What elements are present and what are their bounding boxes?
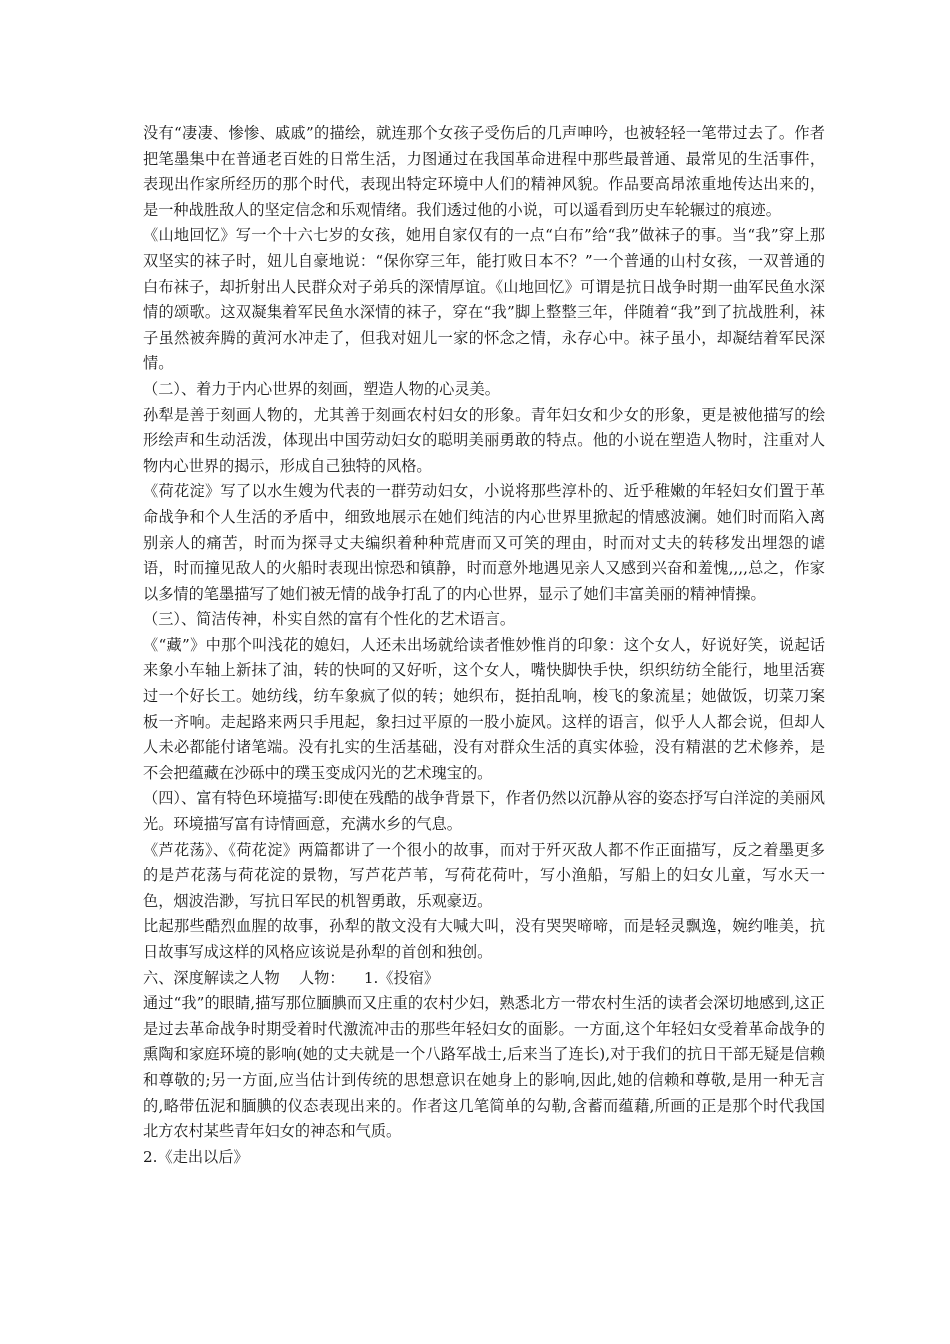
- paragraph: 通过“我”的眼睛,描写那位腼腆而又庄重的农村少妇，熟悉北方一带农村生活的读者会深切地感到,这正是过去革命战争时期受着时代激流冲击的那些年轻妇女的面影。一方面,这个年轻妇女受着革命战争的熏陶和家庭环境的影响(她的丈夫就是一个八路军战士,后来当了连长),对于我们的抗日干部无疑是信赖和尊敬的;另一方面,应当估计到传统的思想意识在她身上的影响,因此,她的信赖和尊敬,是用一种无言的,略带伍泥和腼腆的仪态表现出来的。作者这几笔简单的勾勒,含蓄而蕴藉,所画的正是那个时代我国北方农村某些青年妇女的神态和气质。: [143, 994, 825, 1141]
- paragraph: 《芦花荡》、《荷花淀》两篇都讲了一个很小的故事，而对于歼灭敌人都不作正面描写，反之着墨更多的是芦花荡与荷花淀的景物，写芦花芦苇，写荷花荷叶，写小渔船，写船上的妇女儿童，写水天一色，烟波浩渺，写抗日军民的机智勇敢，乐观豪迈。: [143, 840, 825, 910]
- section-heading: （二）、着力于内心世界的刻画，塑造人物的心灵美。: [143, 379, 500, 398]
- paragraph: 《荷花淀》写了以水生嫂为代表的一群劳动妇女，小说将那些淳朴的、近乎稚嫩的年轻妇女们置于革命战争和个人生活的矛盾中，细致地展示在她们纯洁的内心世界里掀起的情感波澜。她们时而陷入离别亲人的痛苦，时而为探寻丈夫编织着种种荒唐而又可笑的理由，时而对丈夫的转移发出埋怨的谑语，时而撞见敌人的火船时表现出惊恐和镇静，时而意外地遇见亲人又感到兴奋和羞愧,,,,总之，作家以多情的笔墨描写了她们被无情的战争打乱了的内心世界，显示了她们丰富美丽的精神情操。: [143, 482, 825, 603]
- paragraph: 没有“凄凄、惨惨、戚戚”的描绘，就连那个女孩子受伤后的几声呻吟，也被轻轻一笔带过去了。作者把笔墨集中在普通老百姓的日常生活，力图通过在我国革命进程中那些最普通、最常见的生活事件，表现出作家所经历的那个时代，表现出特定环境中人们的精神风貌。作品要高昂浓重地传达出来的，是一种战胜敌人的坚定信念和乐观情绪。我们透过他的小说，可以遥看到历史车轮辗过的痕迹。: [143, 124, 825, 219]
- document-page: [143, 121, 825, 1170]
- paragraph: 《山地回忆》写一个十六七岁的女孩，她用自家仅有的一点“白布”给“我”做袜子的事。当“我”穿上那双坚实的袜子时，妞儿自豪地说：“保你穿三年，能打败日本不？”一个普通的山村女孩，一双普通的白布袜子，却折射出人民群众对子弟兵的深情厚谊。《山地回忆》可谓是抗日战争时期一曲军民鱼水深情的颂歌。这双凝集着军民鱼水深情的袜子，穿在“我”脚上整整三年，伴随着“我”到了抗战胜利，袜子虽然被奔腾的黄河水冲走了，但我对妞儿一家的怀念之情，永存心中。袜子虽小，却凝结着军民深情。: [143, 226, 825, 373]
- subsection-heading: 2.《走出以后》: [143, 1147, 249, 1166]
- section-heading: （三）、简洁传神，朴实自然的富有个性化的艺术语言。: [143, 610, 516, 629]
- paragraph: 《“藏”》中那个叫浅花的媳妇，人还未出场就给读者惟妙惟肖的印象：这个女人，好说好笑，说起话来象小车轴上新抹了油，转的快呵的又好听，这个女人，嘴快脚快手快，织织纺纺全能行，地里活赛过一个好长工。她纺线，纺车象疯了似的转；她织布，挺拍乱响，梭飞的象流星；她做饭，切菜刀案板一齐响。走起路来两只手甩起，象扫过平原的一股小旋风。这样的语言，似乎人人都会说，但却人人未必都能付诸笔端。没有扎实的生活基础，没有对群众生活的真实体验，没有精湛的艺术修养，是不会把蕴藏在沙砾中的璞玉变成闪光的艺术瑰宝的。: [143, 635, 825, 782]
- section-heading: （四）、富有特色环境描写:即使在残酷的战争背景下，作者仍然以沉静从容的姿态抒写白洋淀的美丽风光。环境描写富有诗情画意，充满水乡的气息。: [143, 789, 825, 834]
- section-heading: 六、深度解读之人物 人物： 1.《投宿》: [143, 968, 440, 987]
- paragraph: 孙犁是善于刻画人物的，尤其善于刻画农村妇女的形象。青年妇女和少女的形象，更是被他描写的绘形绘声和生动活泼，体现出中国劳动妇女的聪明美丽勇敢的特点。他的小说在塑造人物时，注重对人物内心世界的揭示，形成自己独特的风格。: [143, 405, 825, 475]
- paragraph: 比起那些酷烈血腥的故事，孙犁的散文没有大喊大叫，没有哭哭啼啼，而是轻灵飘逸，婉约唯美，抗日故事写成这样的风格应该说是孙犁的首创和独创。: [143, 917, 825, 961]
